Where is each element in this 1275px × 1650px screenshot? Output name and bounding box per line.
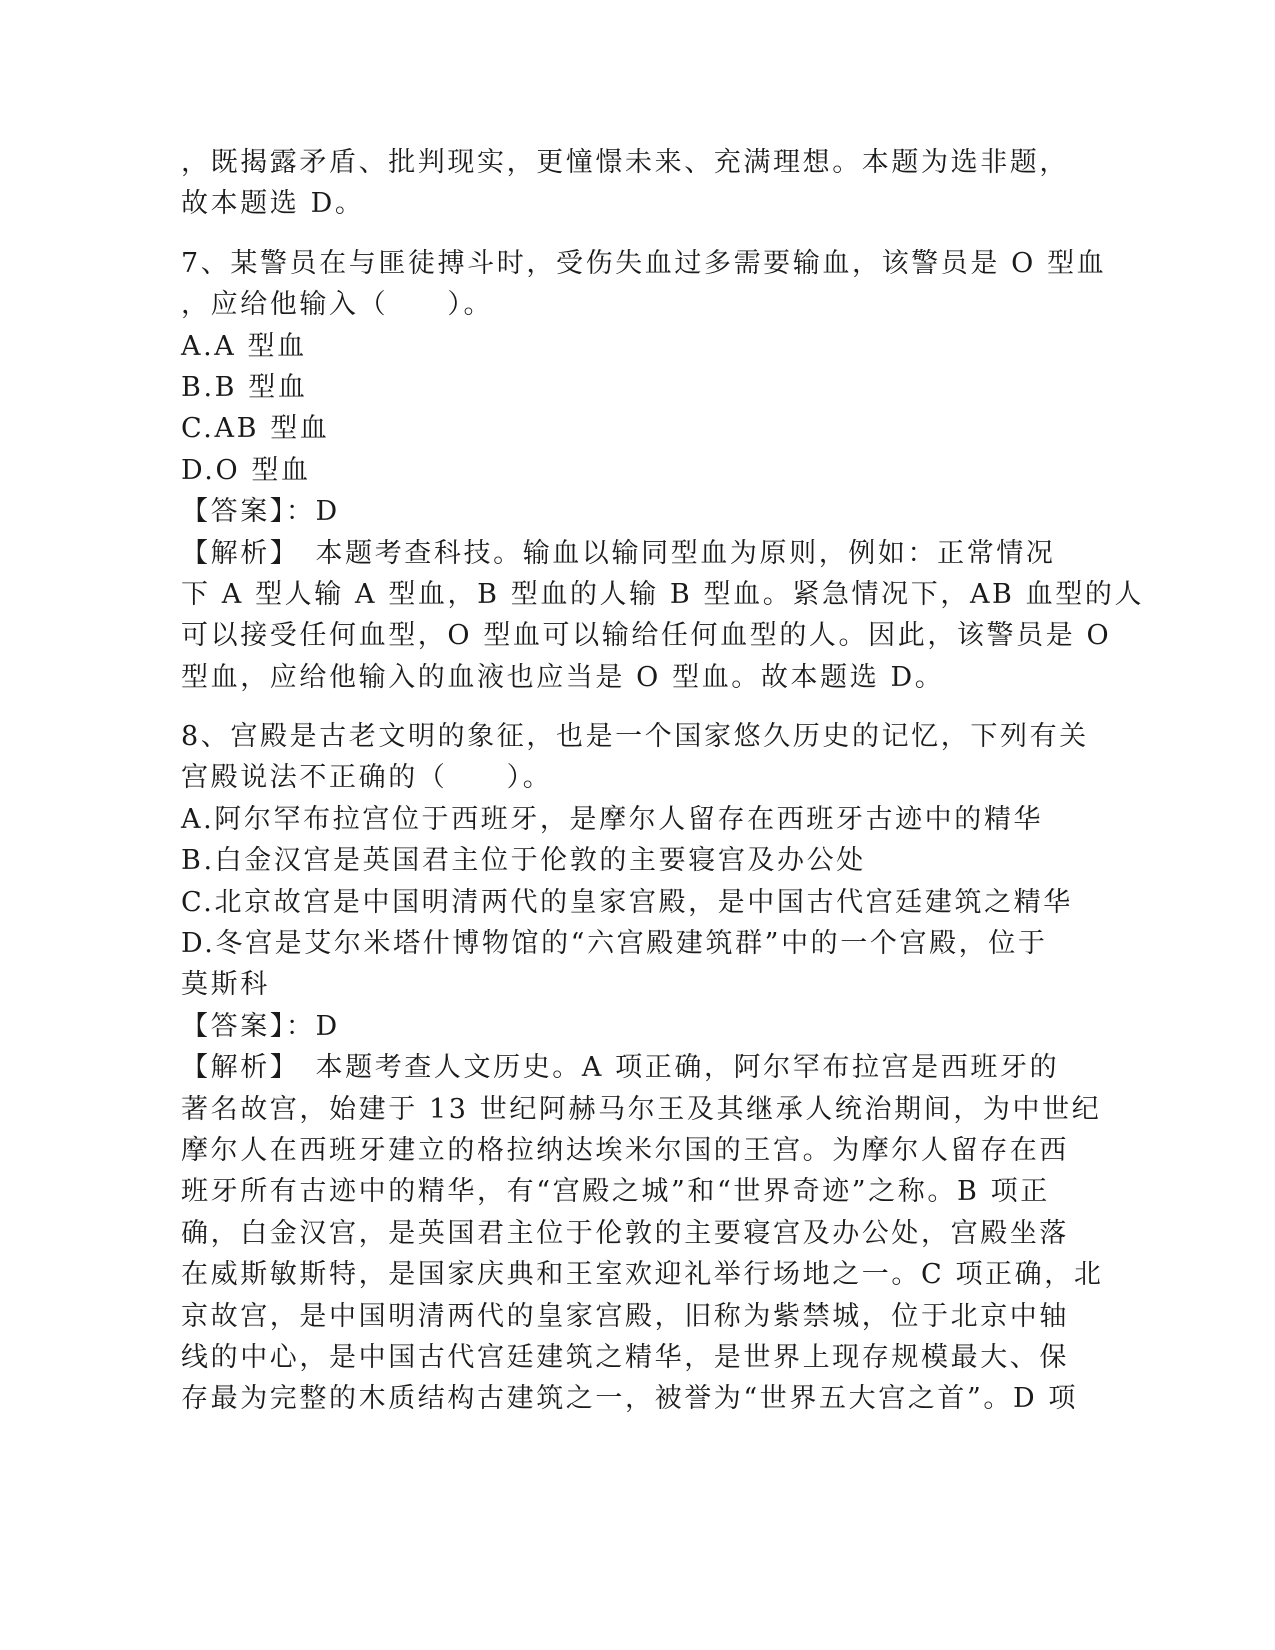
question-stem: 8、宫殿是古老文明的象征，也是一个国家悠久历史的记忆，下列有关 [181, 721, 1089, 753]
option-d: D.冬宫是艾尔米塔什博物馆的“六宫殿建筑群”中的一个宫殿，位于 [181, 928, 1048, 960]
text-line: ，既揭露矛盾、批判现实，更憧憬未来、充满理想。本题为选非题， [181, 147, 1069, 178]
analysis-line: 下 A 型人输 A 型血，B 型血的人输 B 型血。紧急情况下，AB 血型的人 [181, 578, 1145, 610]
option-a: A.阿尔罕布拉宫位于西班牙，是摩尔人留存在西班牙古迹中的精华 [181, 803, 1044, 835]
option-c: C.AB 型血 [181, 413, 330, 445]
answer-label: 【答案】：D [181, 496, 340, 528]
option-b: B.B 型血 [181, 371, 308, 403]
analysis-line: 京故宫，是中国明清两代的皇家宫殿，旧称为紫禁城，位于北京中轴 [181, 1300, 1069, 1332]
option-a: A.A 型血 [181, 330, 307, 362]
analysis-line: 【解析】 本题考查科技。输血以输同型血为原则，例如：正常情况 [181, 537, 1056, 569]
question-7 [181, 243, 1145, 698]
question-stem: ，应给他输入（ ）。 [181, 289, 494, 321]
option-b: B.白金汉宫是英国君主位于伦敦的主要寝宫及办公处 [181, 845, 866, 877]
question-8 [181, 716, 1104, 1420]
option-d: D.O 型血 [181, 454, 311, 486]
option-c: C.北京故宫是中国明清两代的皇家宫殿，是中国古代宫廷建筑之精华 [181, 886, 1073, 918]
analysis-line: 存最为完整的木质结构古建筑之一，被誉为“世界五大宫之首”。D 项 [181, 1383, 1079, 1415]
option-d-continued: 莫斯科 [181, 969, 270, 1001]
analysis-line: 型血，应给他输入的血液也应当是 O 型血。故本题选 D。 [181, 661, 945, 693]
question-stem: 宫殿说法不正确的（ ）。 [181, 762, 553, 794]
answer-label: 【答案】：D [181, 1010, 340, 1042]
analysis-line: 著名故宫，始建于 13 世纪阿赫马尔王及其继承人统治期间，为中世纪 [181, 1093, 1102, 1125]
text-line: 故本题选 D。 [181, 188, 365, 220]
analysis-line: 班牙所有古迹中的精华，有“宫殿之城”和“世界奇迹”之称。B 项正 [181, 1176, 1050, 1208]
analysis-line: 确，白金汉宫，是英国君主位于伦敦的主要寝宫及办公处，宫殿坐落 [181, 1217, 1069, 1249]
analysis-line: 在威斯敏斯特，是国家庆典和王室欢迎礼举行场地之一。C 项正确，北 [181, 1259, 1104, 1291]
analysis-line: 【解析】 本题考查人文历史。A 项正确，阿尔罕布拉宫是西班牙的 [181, 1052, 1060, 1084]
analysis-line: 摩尔人在西班牙建立的格拉纳达埃米尔国的王宫。为摩尔人留存在西 [181, 1134, 1069, 1166]
analysis-line: 线的中心，是中国古代宫廷建筑之精华，是世界上现存规模最大、保 [181, 1341, 1069, 1373]
document-page [181, 142, 1145, 1420]
question-stem: 7、某警员在与匪徒搏斗时，受伤失血过多需要输血，该警员是 O 型血 [181, 247, 1107, 279]
analysis-line: 可以接受任何血型，O 型血可以输给任何血型的人。因此，该警员是 O [181, 620, 1112, 652]
previous-analysis-continuation [181, 142, 1069, 225]
